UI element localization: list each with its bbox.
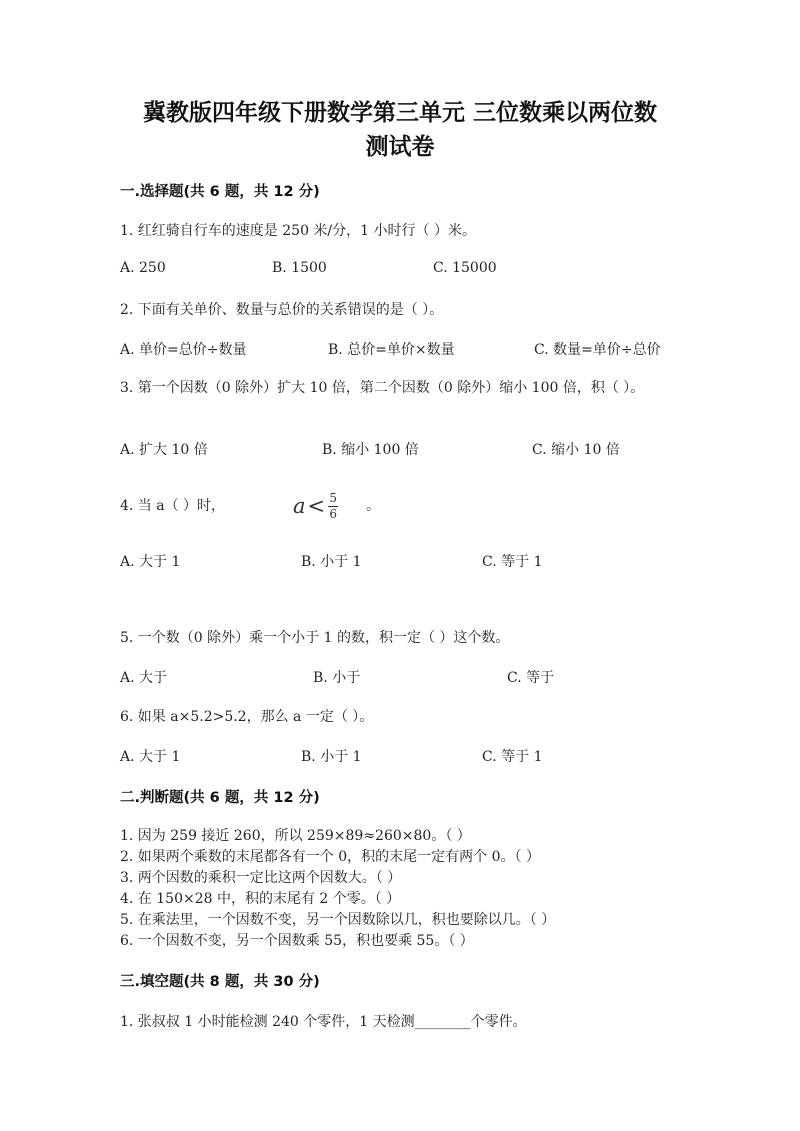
q5-option-c: C. 等于 [507, 670, 555, 686]
q3-option-b: B. 缩小 100 倍 [322, 442, 419, 458]
question-6: 6. 如果 a×5.2>5.2，那么 a 一定（ ）。 [120, 709, 374, 725]
q1-option-b: B. 1500 [272, 260, 327, 276]
fraction [328, 492, 338, 521]
q6-option-a: A. 大于 1 [120, 749, 181, 765]
title-line-1: 冀教版四年级下册数学第三单元 三位数乘以两位数 [142, 100, 657, 126]
question-4: 4. 当 a（ ）时， [120, 498, 226, 514]
q3-option-c: C. 缩小 10 倍 [532, 442, 620, 458]
q5-option-a: A. 大于 [120, 670, 168, 686]
judgement-item-1: 1. 因为 259 接近 260，所以 259×89≈260×80。（ ） [120, 828, 471, 844]
less-than-sign: < [307, 494, 326, 518]
title-line-2: 测试卷 [365, 134, 435, 160]
page-title [100, 96, 700, 164]
q4-option-b: B. 小于 1 [301, 554, 362, 570]
q1-option-c: C. 15000 [433, 260, 497, 276]
judgement-item-6: 6. 一个因数不变，另一个因数乘 55，积也要乘 55。（ ） [120, 933, 474, 949]
q3-option-a: A. 扩大 10 倍 [120, 442, 208, 458]
judgement-item-5: 5. 在乘法里，一个因数不变，另一个因数除以几，积也要除以几。（ ） [120, 912, 556, 928]
question-3: 3. 第一个因数（0 除外）扩大 10 倍，第二个因数（0 除外）缩小 100 倍，积（ ）。 [120, 380, 645, 396]
fraction-numerator: 5 [329, 490, 337, 505]
q6-option-b: B. 小于 1 [301, 749, 362, 765]
judgement-item-3: 3. 两个因数的乘积一定比这两个因数大。（ ） [120, 870, 402, 886]
fill-blank-question-1: 1. 张叔叔 1 小时能检测 240 个零件，1 天检测________个零件。 [120, 1014, 527, 1030]
q2-option-b: B. 总价=单价×数量 [328, 342, 455, 358]
section-heading-fill-blank: 三.填空题(共 8 题，共 30 分) [120, 974, 320, 990]
q5-option-b: B. 小于 [313, 670, 361, 686]
q2-option-a: A. 单价=总价÷数量 [120, 342, 247, 358]
question-1: 1. 红红骑自行车的速度是 250 米/分，1 小时行（ ）米。 [120, 223, 476, 239]
q4-option-c: C. 等于 1 [482, 554, 543, 570]
q4-option-a: A. 大于 1 [120, 554, 181, 570]
question-2: 2. 下面有关单价、数量与总价的关系错误的是（ ）。 [120, 302, 444, 318]
question-4-end: 。 [366, 498, 380, 514]
formula-variable: a [293, 494, 306, 518]
question-5: 5. 一个数（0 除外）乘一个小于 1 的数，积一定（ ）这个数。 [120, 630, 510, 646]
section-heading-judgement: 二.判断题(共 6 题，共 12 分) [120, 790, 320, 806]
fraction-denominator: 6 [329, 506, 337, 521]
judgement-item-2: 2. 如果两个乘数的末尾都各有一个 0，积的末尾一定有两个 0。（ ） [120, 849, 540, 865]
q2-option-c: C. 数量=单价÷总价 [534, 342, 661, 358]
judgement-item-4: 4. 在 150×28 中，积的末尾有 2 个零。（ ） [120, 891, 401, 907]
q1-option-a: A. 250 [120, 260, 166, 276]
q6-option-c: C. 等于 1 [482, 749, 543, 765]
inequality-formula [293, 486, 338, 526]
section-heading-choice: 一.选择题(共 6 题，共 12 分) [120, 184, 320, 200]
